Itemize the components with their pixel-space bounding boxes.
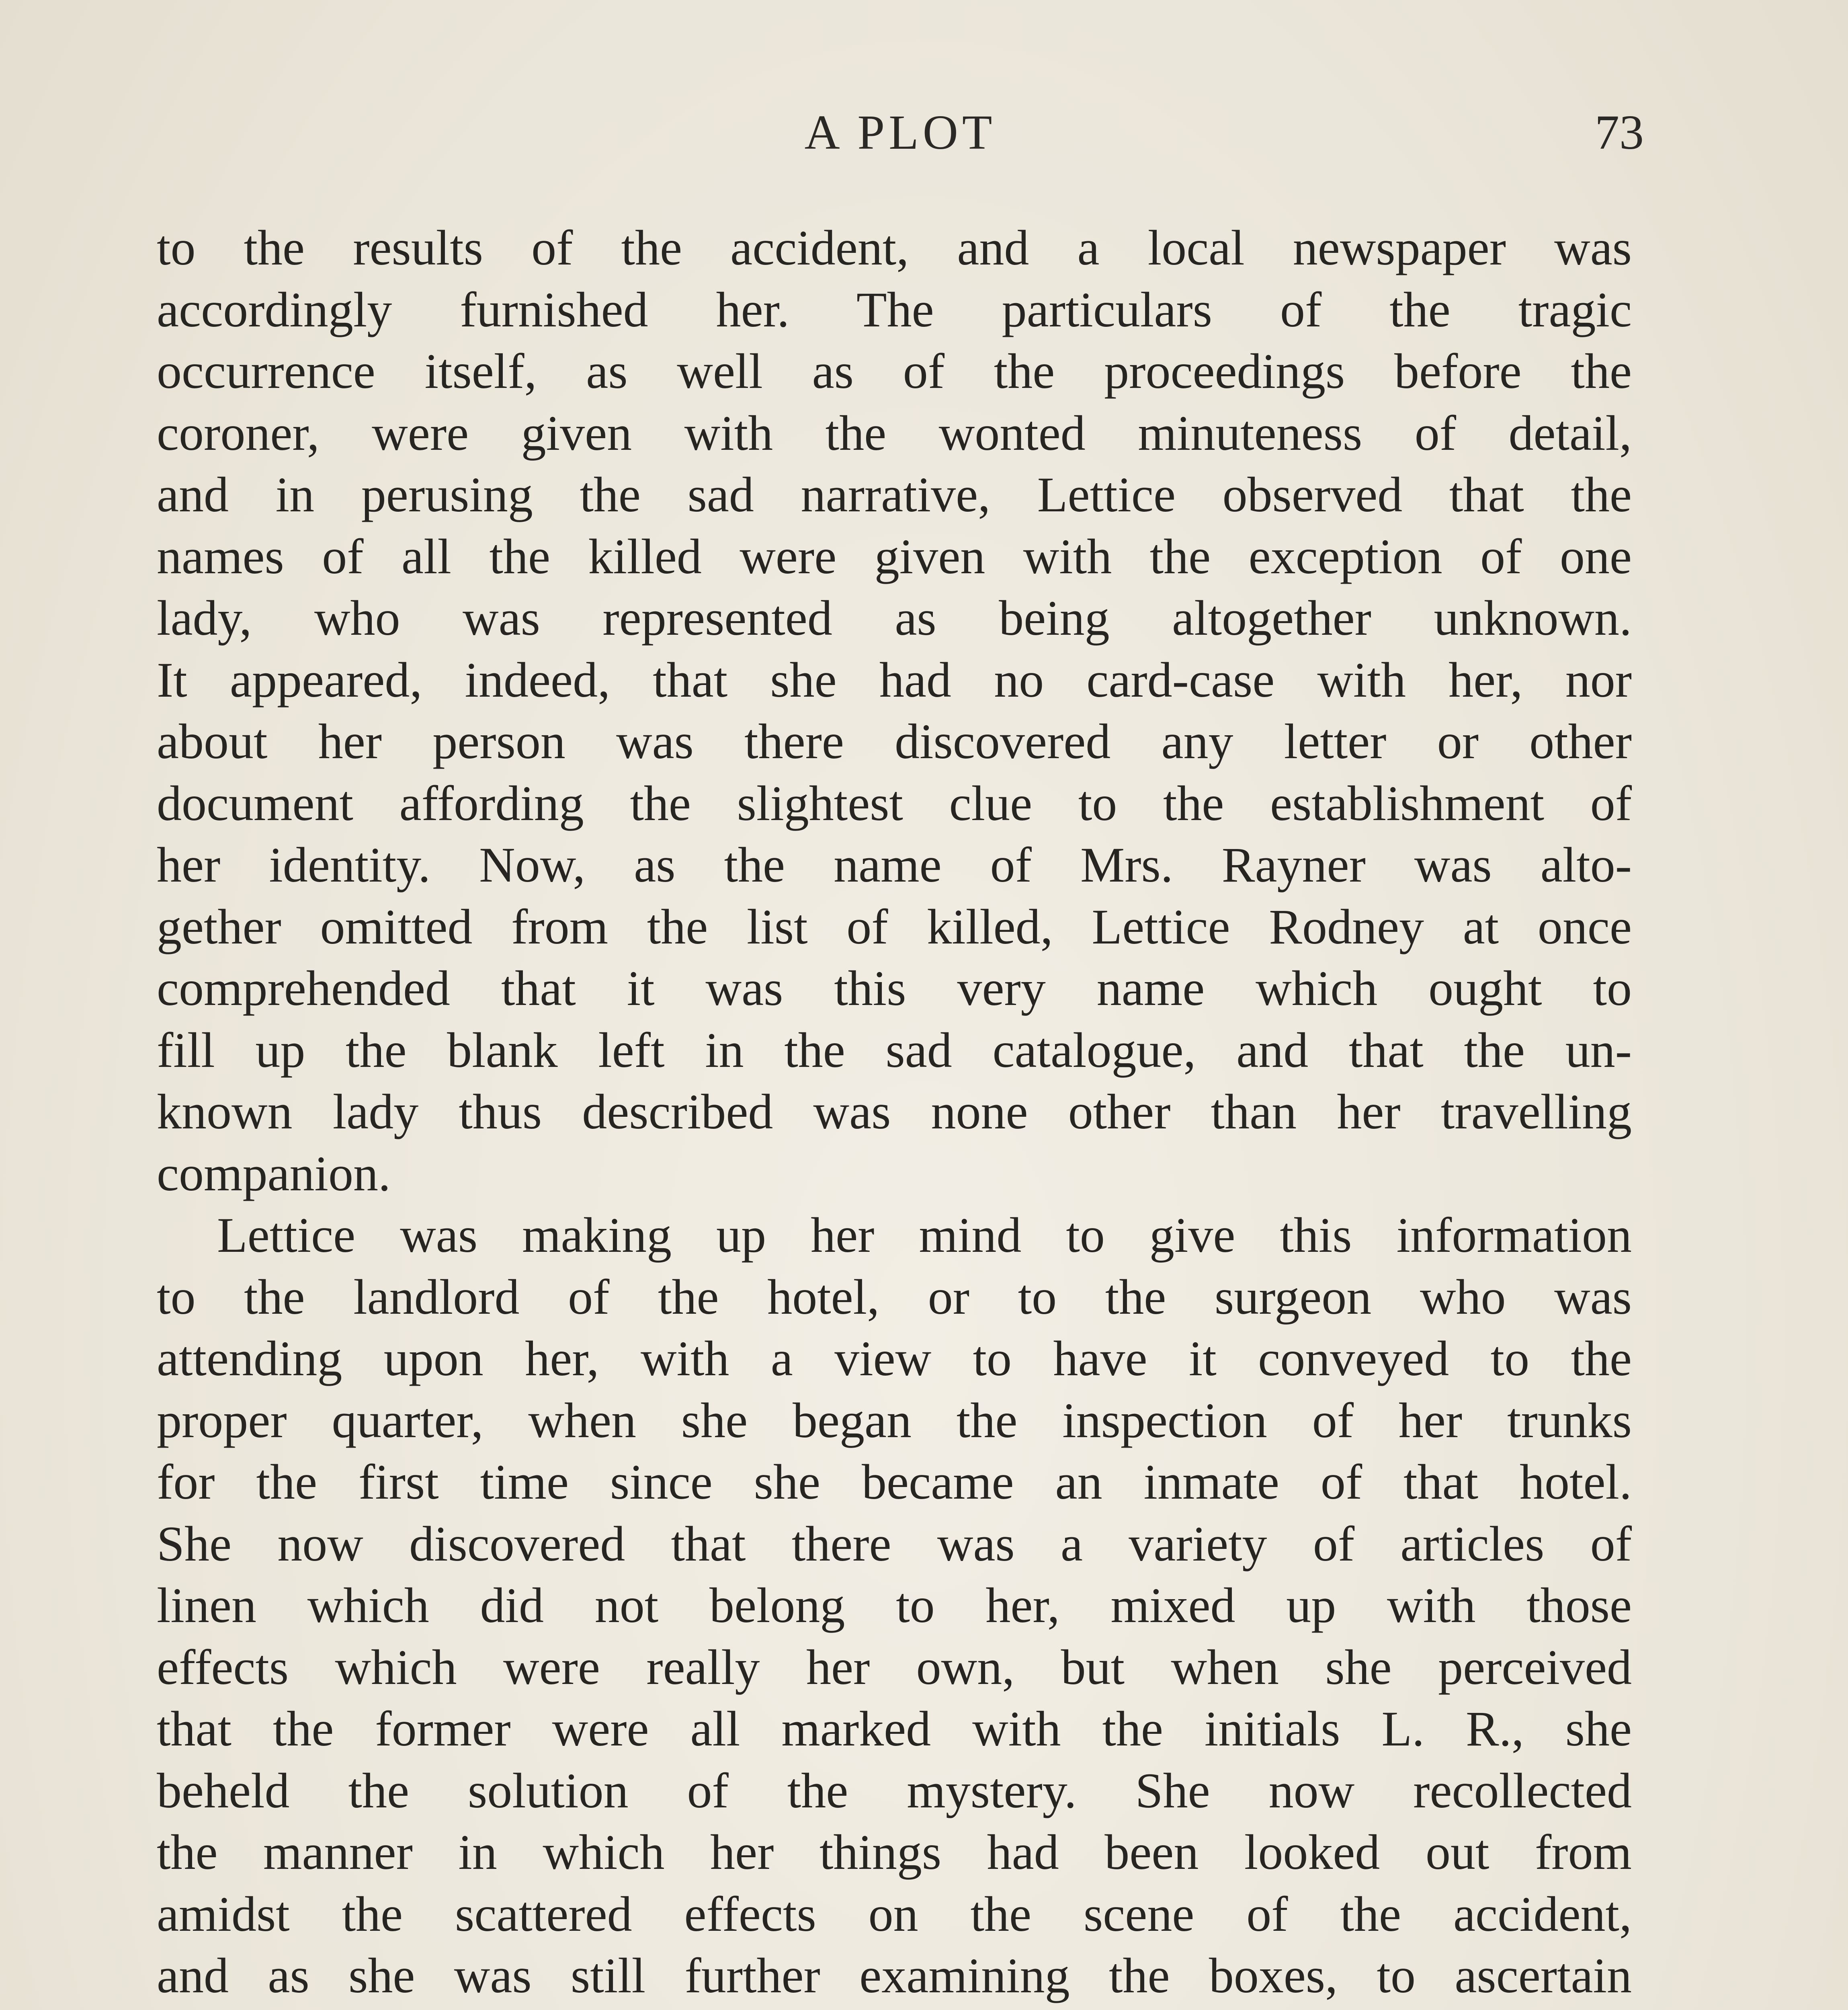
text-line: comprehended that it was this very name which ought to <box>157 961 1632 1016</box>
text-line: her identity. Now, as the name of Mrs. Rayner was alto- <box>157 837 1632 892</box>
body-text <box>157 217 1632 2010</box>
text-line: accordingly furnished her. The particulars of the tragic <box>157 282 1632 337</box>
running-head <box>157 105 1644 185</box>
text-line: about her person was there discovered any letter or other <box>157 714 1632 769</box>
text-line: for the first time since she became an inmate of that hotel. <box>157 1454 1632 1510</box>
text-line: document affording the slightest clue to the establishment of <box>157 775 1632 831</box>
text-line <box>157 2007 1632 2010</box>
running-title: A PLOT <box>804 105 996 160</box>
text-line: occurrence itself, as well as of the proceedings before the <box>157 344 1632 399</box>
text-line: and as she was still further examining the boxes, to ascertain <box>157 1948 1632 2003</box>
text-line: linen which did not belong to her, mixed up with those <box>157 1578 1632 1633</box>
page-number: 73 <box>1595 105 1644 160</box>
text-line: lady, who was represented as being altogether unknown. <box>157 591 1632 646</box>
text-line: coroner, were given with the wonted minuteness of detail, <box>157 405 1632 461</box>
text-line: to the landlord of the hotel, or to the surgeon who was <box>157 1269 1632 1325</box>
text-line: amidst the scattered effects on the scene of the accident, <box>157 1886 1632 1942</box>
text-line: She now discovered that there was a variety of articles of <box>157 1516 1632 1571</box>
text-line: to the results of the accident, and a local newspaper was <box>157 220 1632 275</box>
text-line: gether omitted from the list of killed, Lettice Rodney at once <box>157 899 1632 954</box>
text-line: fill up the blank left in the sad catalogue, and that the un- <box>157 1022 1632 1078</box>
text-line: proper quarter, when she began the inspection of her trunks <box>157 1393 1632 1448</box>
text-line: It appeared, indeed, that she had no card-case with her, nor <box>157 652 1632 708</box>
text-line: beheld the solution of the mystery. She now recollected <box>157 1763 1632 1818</box>
text-line: names of all the killed were given with the exception of one <box>157 529 1632 584</box>
text-line: and in perusing the sad narrative, Lettice observed that the <box>157 467 1632 522</box>
text-line: known lady thus described was none other than her travelling <box>157 1084 1632 1139</box>
text-line: Lettice was making up her mind to give this information <box>217 1208 1632 1263</box>
text-line: companion. <box>157 1146 391 1201</box>
text-line: the manner in which her things had been looked out from <box>157 1825 1632 1880</box>
text-line: attending upon her, with a view to have it conveyed to the <box>157 1331 1632 1386</box>
text-line: that the former were all marked with the initials L. R., she <box>157 1701 1632 1756</box>
text-line: effects which were really her own, but when she perceived <box>157 1639 1632 1695</box>
